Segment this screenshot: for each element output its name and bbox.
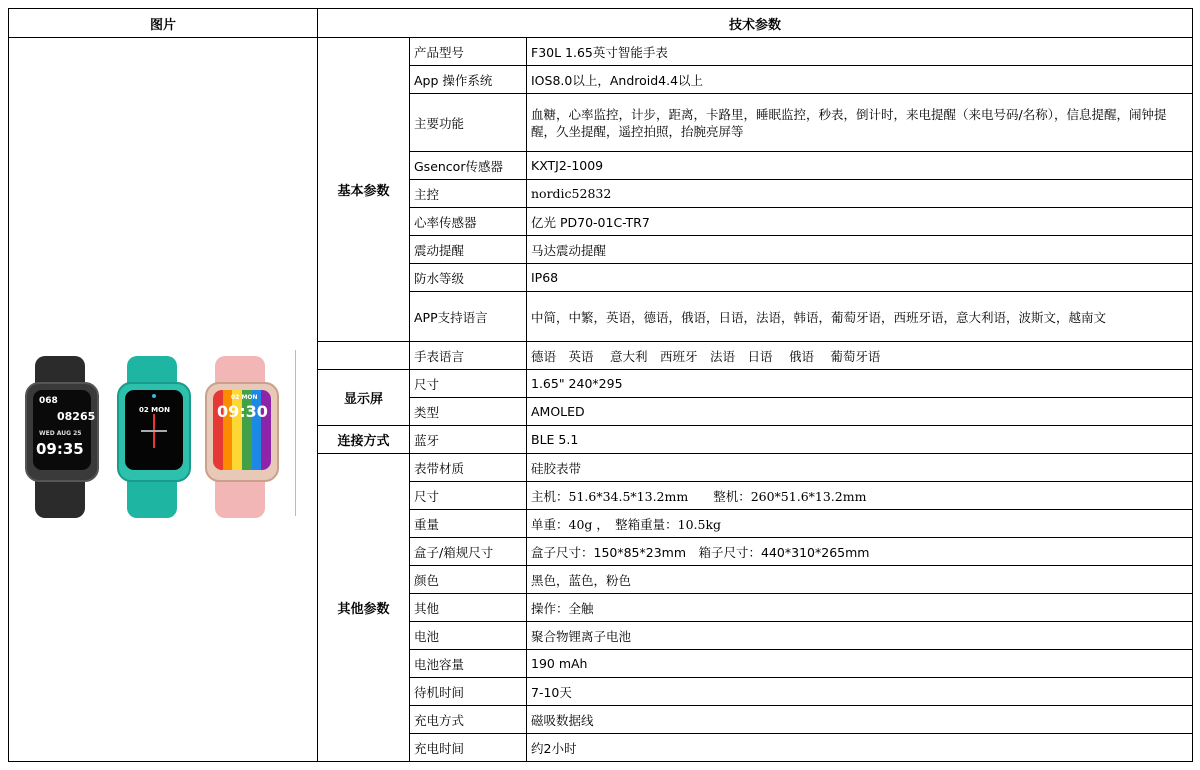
row-value: 黑色，蓝色，粉色 [527, 566, 1193, 594]
row-value: 主机：51.6*34.5*13.2mm 整机：260*51.6*13.2mm [527, 482, 1193, 510]
row-label: 其他 [410, 594, 527, 622]
row-label: 表带材质 [410, 454, 527, 482]
row-value: 血糖，心率监控，计步，距离，卡路里，睡眠监控，秒表，倒计时，来电提醒（来电号码/名称），信息提醒，闹钟提醒，久坐提醒，遥控拍照，抬腕亮屏等 [527, 94, 1193, 152]
header-row [9, 9, 1193, 38]
row-value: AMOLED [527, 398, 1193, 426]
row-value: 德语 英语 意大利 西班牙 法语 日语 俄语 葡萄牙语 [527, 342, 1193, 370]
section-display: 显示屏 [318, 370, 410, 426]
row-label: 尺寸 [410, 482, 527, 510]
row-label: 手表语言 [410, 342, 527, 370]
header-specs: 技术参数 [318, 9, 1193, 38]
row-value: F30L 1.65英寸智能手表 [527, 38, 1193, 66]
header-picture: 图片 [9, 9, 318, 38]
section-basic: 基本参数 [318, 38, 410, 342]
row-value: IOS8.0以上，Android4.4以上 [527, 66, 1193, 94]
row-label: 待机时间 [410, 678, 527, 706]
row-label: 主控 [410, 180, 527, 208]
spec-sheet [8, 8, 1192, 762]
row-value: nordic52832 [527, 180, 1193, 208]
row-label: 类型 [410, 398, 527, 426]
row-label: 心率传感器 [410, 208, 527, 236]
table-row [9, 38, 1193, 66]
row-value: 1.65" 240*295 [527, 370, 1193, 398]
row-value: 硅胶表带 [527, 454, 1193, 482]
product-photo-cell [9, 38, 318, 762]
row-value: IP68 [527, 264, 1193, 292]
row-label: Gsencor传感器 [410, 152, 527, 180]
row-value: KXTJ2-1009 [527, 152, 1193, 180]
row-value: 聚合物锂离子电池 [527, 622, 1193, 650]
row-value: 马达震动提醒 [527, 236, 1193, 264]
section-empty [318, 342, 410, 370]
row-label: 重量 [410, 510, 527, 538]
row-value: 约2小时 [527, 734, 1193, 762]
spec-table [8, 8, 1193, 762]
row-label: 震动提醒 [410, 236, 527, 264]
row-value: 磁吸数据线 [527, 706, 1193, 734]
row-label: 尺寸 [410, 370, 527, 398]
row-value: 盒子尺寸：150*85*23mm 箱子尺寸：440*310*265mm [527, 538, 1193, 566]
row-label: 电池 [410, 622, 527, 650]
row-label: 电池容量 [410, 650, 527, 678]
row-value: 190 mAh [527, 650, 1193, 678]
row-label: 产品型号 [410, 38, 527, 66]
row-label: 充电方式 [410, 706, 527, 734]
row-label: 主要功能 [410, 94, 527, 152]
row-value: 7-10天 [527, 678, 1193, 706]
row-label: 蓝牙 [410, 426, 527, 454]
row-value: 单重：40g ， 整箱重量：10.5kg [527, 510, 1193, 538]
row-value: BLE 5.1 [527, 426, 1193, 454]
row-label: APP支持语言 [410, 292, 527, 342]
product-photo: 068 08265 WED AUG 25 09:35 02 MON 02 MON 09:30 [25, 356, 325, 546]
row-label: 充电时间 [410, 734, 527, 762]
row-label: 颜色 [410, 566, 527, 594]
row-label: 防水等级 [410, 264, 527, 292]
row-value: 中简，中繁，英语，德语，俄语，日语，法语，韩语，葡萄牙语，西班牙语，意大利语，波斯文，越南文 [527, 292, 1193, 342]
row-value: 亿光 PD70-01C-TR7 [527, 208, 1193, 236]
section-other: 其他参数 [318, 454, 410, 762]
row-label: App 操作系统 [410, 66, 527, 94]
section-connect: 连接方式 [318, 426, 410, 454]
row-value: 操作：全触 [527, 594, 1193, 622]
row-label: 盒子/箱规尺寸 [410, 538, 527, 566]
